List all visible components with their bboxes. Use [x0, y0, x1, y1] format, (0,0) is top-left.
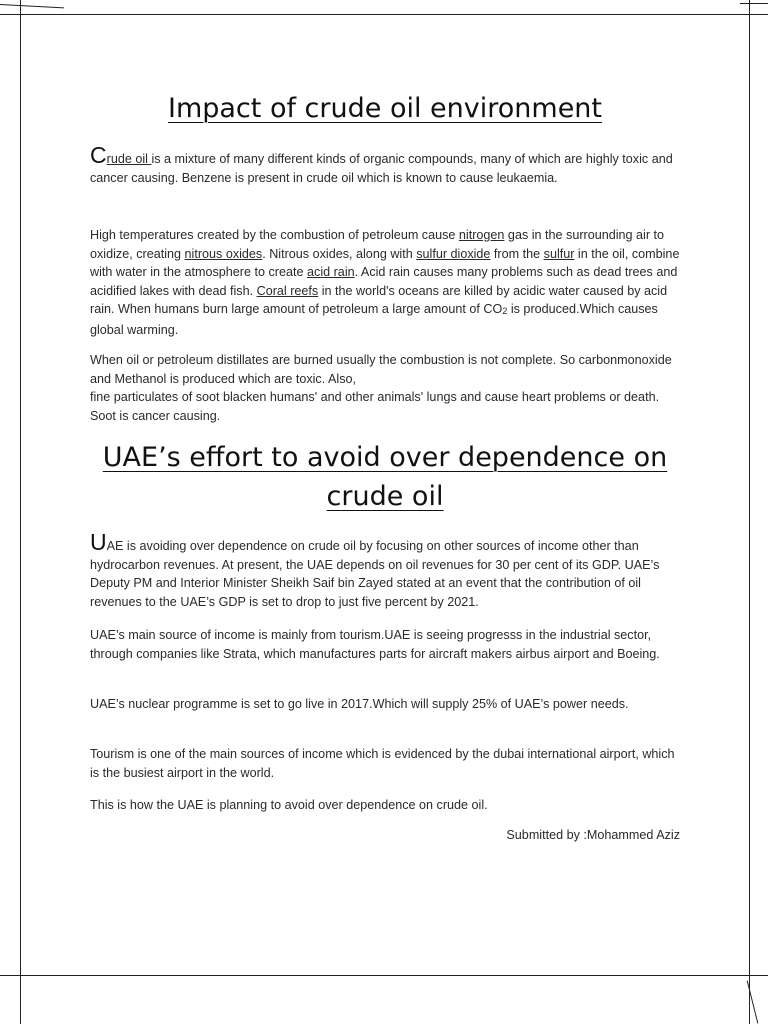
signature: Submitted by :Mohammed Aziz: [506, 828, 680, 842]
paragraph-conclusion: This is how the UAE is planning to avoid over dependence on crude oil.: [90, 798, 488, 812]
text-span: . Acid rain causes many problems such as dead trees and acidified lakes with dead fish.: [90, 265, 678, 298]
text-span: is produced.Which causes global warming.: [90, 302, 658, 337]
dropcap-u: U: [90, 529, 107, 555]
link-coral-reefs[interactable]: Coral reefs: [256, 283, 319, 298]
link-nitrous-oxides[interactable]: nitrous oxides: [184, 246, 263, 261]
text-span: in the world's oceans are killed by acidic water caused by acid rain. When humans burn large amount of petroleum a large amount of CO: [90, 283, 668, 316]
dropcap-c: C: [90, 142, 107, 168]
paragraph-line: When oil or petroleum distillates are burned usually the combustion is not complete. So carbonmonoxide and Methanol is produced which are toxic. Also,: [90, 353, 672, 386]
text-span: gas in the surrounding air to oxidize, creating: [90, 228, 665, 261]
paragraph-crude-oil: [90, 142, 680, 187]
text-span: from the: [490, 246, 544, 261]
link-sulfur-dioxide[interactable]: sulfur dioxide: [416, 246, 491, 261]
paragraph-text: AE is avoiding over dependence on crude oil by focusing on other sources of income other than hydrocarbon revenues. At present, the UAE depends on oil revenues for 30 per cent of its GDP. UAE’s Deputy PM and Interior Minister Sheikh Saif bin Zayed stated at an event that the contribution of oil revenues to the UAE’s GDP is set to drop to just five percent by 2021.: [90, 539, 660, 609]
frame-bottom-line: [0, 975, 768, 976]
link-nitrogen[interactable]: nitrogen: [458, 228, 505, 242]
text-span: High temperatures created by the combustion of petroleum cause: [90, 228, 459, 242]
subscript-2: 2: [502, 306, 508, 316]
title-uae-effort: UAE’s effort to avoid over dependence on crude oil: [102, 442, 668, 512]
link-sulfur[interactable]: sulfur: [543, 246, 575, 261]
paragraph-combustion: [90, 226, 680, 339]
paragraph-tourism-industry: UAE’s main source of income is mainly from tourism.UAE is seeing progresss in the industrial sector, through companies like Strata, which manufactures parts for aircraft makers airbus airport and Boeing.: [90, 628, 660, 661]
paragraph-line: fine particulates of soot blacken humans' and other animals' lungs and cause heart problems or death. Soot is cancer causing.: [90, 390, 660, 423]
text-span: in the oil, combine with water in the atmosphere to create: [90, 246, 680, 279]
title-impact: Impact of crude oil environment: [167, 93, 603, 124]
frame-corner-tick-right: [740, 3, 768, 4]
frame-top-line: [0, 14, 768, 15]
paragraph-nuclear: UAE’s nuclear programme is set to go live in 2017.Which will supply 25% of UAE’s power needs.: [90, 697, 629, 711]
paragraph-uae-dependence: [90, 529, 680, 611]
paragraph-soot: [90, 351, 680, 425]
paragraph-text: is a mixture of many different kinds of organic compounds, many of which are highly toxic and cancer causing. Benzene is present in crude oil which is known to cause leukaemia.: [90, 152, 673, 185]
link-crude-oil[interactable]: rude oil: [106, 152, 152, 166]
text-span: . Nitrous oxides, along with: [262, 246, 417, 261]
paragraph-airport: Tourism is one of the main sources of income which is evidenced by the dubai international airport, which is the busiest airport in the world.: [90, 747, 675, 780]
frame-corner-tick: [0, 4, 64, 8]
link-acid-rain[interactable]: acid rain: [307, 265, 355, 279]
frame-left-line: [20, 0, 21, 1024]
frame-right-line: [749, 0, 750, 1024]
